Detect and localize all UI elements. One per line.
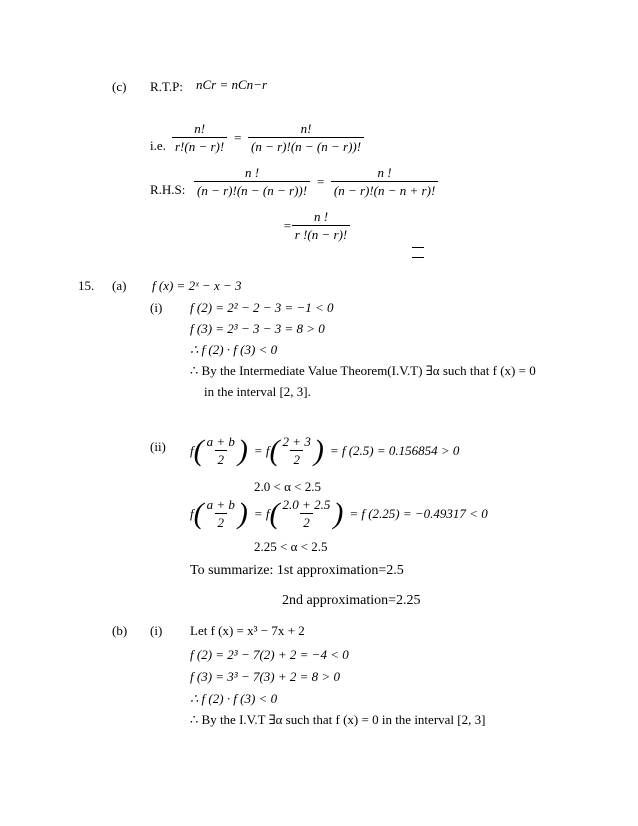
part-b-i-label: (i) [150, 623, 163, 638]
function-definition: f (x) = 2ˣ − x − 3 [152, 278, 242, 293]
line-ivt: ∴ By the Intermediate Value Theorem(I.V.T) ∃α such that f (x) = 0 [190, 363, 536, 378]
line-interval: in the interval [2, 3]. [204, 384, 311, 399]
midpoint-fraction [204, 435, 238, 466]
midpoint-fraction [204, 498, 238, 529]
equation-result: = f (2.5) = 0.156854 > 0 [329, 443, 460, 458]
b-line-f2: f (2) = 2³ − 7(2) + 2 = −4 < 0 [190, 647, 349, 662]
part-b-label: (b) [112, 623, 128, 638]
equals-f: = f [253, 443, 270, 458]
equation-result: = f (2.25) = −0.49317 < 0 [349, 506, 488, 521]
line-f3: f (3) = 2³ − 3 − 3 = 8 > 0 [190, 321, 325, 336]
fraction-denominator: 2 [290, 450, 303, 466]
part-b-function: Let f (x) = x³ − 7x + 2 [190, 623, 305, 638]
line-product: ∴ f (2) · f (3) < 0 [190, 342, 278, 357]
qed-mark-bottom [412, 257, 424, 258]
rtp-expression: nCr = nCn−r [196, 77, 268, 92]
part-a-ii-label: (ii) [150, 439, 166, 454]
ie-rhs-fraction [248, 122, 364, 153]
rhs-equation-1: $\frac{n !}{(n - r)!(n - (n - r))!}$ = $\frac{n !}{(n - r)!(n - n + r)!}$ [194, 166, 438, 197]
ii-equation-1: f ( $\frac{a + b}{2}$ ) = f ( $\frac{2 + 3}{2}$ ) = f (2.5) = 0.156854 > 0 [190, 433, 460, 467]
line-f2: f (2) = 2² − 2 − 3 = −1 < 0 [190, 300, 334, 315]
equals-f: = f [253, 506, 270, 521]
rhs-label: R.H.S: [150, 182, 186, 197]
fraction-numerator: n! [194, 121, 206, 136]
function-symbol: f [190, 506, 194, 521]
fraction-numerator: 2 + 3 [282, 434, 311, 449]
fraction-numerator: a + b [206, 497, 235, 512]
fraction-numerator: n! [300, 121, 312, 136]
rhs3-fraction [292, 210, 350, 241]
fraction-denominator: 2 [215, 513, 228, 529]
part-a-label: (a) [112, 278, 127, 293]
ie-label: i.e. [150, 138, 166, 153]
rhs1-fraction [194, 166, 310, 197]
fraction-denominator: r !(n − r)! [292, 225, 350, 241]
ie-equation: $\frac{n!}{r!(n - r)!}$ = $\frac{n!}{(n - r)!(n - (n - r))!}$ [172, 122, 364, 153]
rhs2-fraction [331, 166, 438, 197]
fraction-denominator: r!(n − r)! [172, 137, 227, 153]
fraction-numerator: 2.0 + 2.5 [282, 497, 331, 512]
fraction-denominator: (n − r)!(n − n + r)! [331, 181, 438, 197]
fraction-denominator: (n − r)!(n − (n − r))! [194, 181, 310, 197]
summary-first: To summarize: 1st approximation=2.5 [190, 563, 404, 578]
b-line-product: ∴ f (2) · f (3) < 0 [190, 691, 278, 706]
question-number: 15. [78, 278, 95, 293]
rtp-label: R.T.P: [150, 79, 183, 94]
qed-mark-top [412, 247, 424, 248]
b-line-f3: f (3) = 3³ − 7(3) + 2 = 8 > 0 [190, 669, 340, 684]
ie-lhs-fraction [172, 122, 227, 153]
ii-interval-2: 2.25 < α < 2.5 [254, 539, 328, 554]
part-a-i-label: (i) [150, 300, 163, 315]
fraction-numerator: a + b [206, 434, 235, 449]
rhs-equation-2: = $\frac{n !}{r !(n - r)!}$ [283, 210, 350, 241]
fraction-numerator: n ! [377, 165, 392, 180]
value-fraction [280, 498, 334, 529]
part-c-label: (c) [112, 79, 127, 94]
summary-second: 2nd approximation=2.25 [282, 593, 421, 608]
fraction-denominator: (n − r)!(n − (n − r))! [248, 137, 364, 153]
fraction-denominator: 2 [215, 450, 228, 466]
value-fraction [280, 435, 314, 466]
fraction-numerator: n ! [244, 165, 260, 180]
b-line-ivt: ∴ By the I.V.T ∃α such that f (x) = 0 in the interval [2, 3] [190, 712, 486, 727]
fraction-denominator: 2 [300, 513, 313, 529]
function-symbol: f [190, 443, 194, 458]
ii-interval-1: 2.0 < α < 2.5 [254, 479, 321, 494]
fraction-numerator: n ! [313, 209, 329, 224]
ii-equation-2: f ( $\frac{a + b}{2}$ ) = f ( $\frac{2.0 + 2.5}{2}$ ) = f (2.25) = −0.49317 < 0 [190, 496, 488, 530]
